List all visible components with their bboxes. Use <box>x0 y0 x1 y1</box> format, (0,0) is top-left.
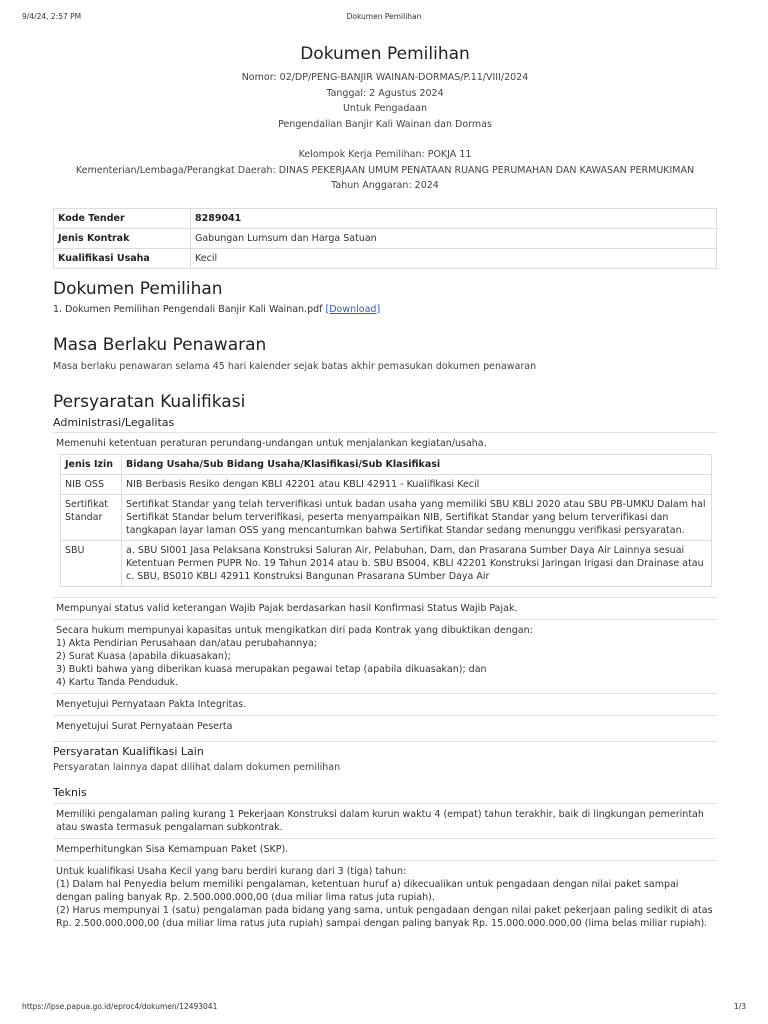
print-url: https://lpse.papua.go.id/eproc4/dokumen/12493041 <box>22 1002 218 1011</box>
document-list-item <box>53 304 717 315</box>
table-row <box>61 540 712 586</box>
requirement-item: Memperhitungkan Sisa Kemampuan Paket (SKP). <box>53 838 717 860</box>
download-link[interactable]: [Download] <box>325 303 381 315</box>
masa-text: Masa berlaku penawaran selama 45 hari kalender sejak batas akhir pemasukan dokumen penawaran <box>53 360 537 372</box>
requirement-line: 1) Akta Pendirian Perusahaan dan/atau perubahannya; <box>56 637 317 649</box>
info-value: Gabungan Lumsum dan Harga Satuan <box>191 228 717 248</box>
section-heading-persyaratan: Persyaratan Kualifikasi <box>53 391 246 412</box>
table-row <box>54 208 717 228</box>
izin-jenis: Sertifikat Standar <box>61 494 122 540</box>
page-number: 1/3 <box>733 1002 746 1011</box>
izin-bidang: Sertifikat Standar yang telah terverifikasi untuk badan usaha yang memiliki SBU KBLI 2020 atau SBU PB-UMKU Dalam hal Sertifikat Standar belum terverifikasi, peserta menyampaikan NIB, Sertifikat Standar yang belum terverifikasi dan tangkapan layar laman OSS yang mencantumkan bahwa Sertifikat Standar sedang menunggu verifikasi persyaratan. <box>122 494 712 540</box>
izin-jenis: SBU <box>61 540 122 586</box>
list-item-number: 1. <box>53 303 63 315</box>
requirement-line: (1) Dalam hal Penyedia belum memiliki pengalaman, ketentuan huruf a) dikecualikan untuk pengadaan dengan nilai paket sampai dengan paling banyak Rp. 2.500.000.000,00 (dua miliar lima ratus juta rupiah). <box>56 878 679 903</box>
subheading-kualifikasi-lain: Persyaratan Kualifikasi Lain <box>53 741 717 758</box>
requirement-text: Memenuhi ketentuan peraturan perundang-undangan untuk menjalankan kegiatan/usaha. <box>56 437 487 449</box>
kualifikasi-lain-text: Persyaratan lainnya dapat dilihat dalam dokumen pemilihan <box>53 761 341 773</box>
requirement-item: Menyetujui Surat Pernyataan Peserta <box>53 715 717 737</box>
document-pokja: Kelompok Kerja Pemilihan: POKJA 11 <box>298 149 472 160</box>
print-header <box>0 12 768 24</box>
requirement-line: 2) Surat Kuasa (apabila dikuasakan); <box>56 650 231 662</box>
table-row <box>61 474 712 494</box>
document-kementerian: Kementerian/Lembaga/Perangkat Daerah: DINAS PEKERJAAN UMUM PENATAAN RUANG PERUMAHAN DAN KAWASAN PERMUKIMAN <box>75 164 695 176</box>
table-row <box>54 248 717 268</box>
column-header: Jenis Izin <box>61 454 122 474</box>
requirement-item: Memiliki pengalaman paling kurang 1 Pekerjaan Konstruksi dalam kurun waktu 4 (empat) tahun terakhir, baik di lingkungan pemerintah atau swasta termasuk pengalaman subkontrak. <box>53 803 717 838</box>
document-content <box>53 44 717 934</box>
subheading-teknis: Teknis <box>53 785 87 799</box>
subheading-administrasi: Administrasi/Legalitas <box>53 415 175 429</box>
document-tahun: Tahun Anggaran: 2024 <box>331 180 439 191</box>
requirement-item <box>53 860 717 934</box>
print-datetime: 9/4/24, 2:57 PM <box>22 12 82 21</box>
tender-info-table <box>53 208 717 269</box>
izin-bidang: NIB Berbasis Resiko dengan KBLI 42201 atau KBLI 42911 - Kualifikasi Kecil <box>122 474 712 494</box>
document-pengadaan: Pengendalian Banjir Kali Wainan dan Dormas <box>278 118 492 130</box>
print-title: Dokumen Pemilihan <box>346 12 422 21</box>
requirement-line: 4) Kartu Tanda Penduduk. <box>56 676 179 688</box>
requirement-item <box>53 432 717 597</box>
info-key: Kode Tender <box>54 208 191 228</box>
document-untuk: Untuk Pengadaan <box>342 103 428 114</box>
requirement-item: Mempunyai status valid keterangan Wajib Pajak berdasarkan hasil Konfirmasi Status Wajib Pajak. <box>53 597 717 619</box>
document-nomor: Nomor: 02/DP/PENG-BANJIR WAINAN-DORMAS/P.11/VIII/2024 <box>241 72 529 83</box>
izin-bidang: a. SBU SI001 Jasa Pelaksana Konstruksi Saluran Air, Pelabuhan, Dam, dan Prasarana Sumber Daya Air Lainnya sesuai Ketentuan Permen PUPR No. 19 Tahun 2014 atau b. SBU BS004, KBLI 42201 Konstruksi Jaringan Irigasi dan Drainase atau c. SBU, BS010 KBLI 42911 Konstruksi Bangunan Prasarana SUmber Daya Air <box>122 540 712 586</box>
document-file-name: Dokumen Pemilihan Pengendali Banjir Kali Wainan.pdf <box>65 303 323 315</box>
info-key: Jenis Kontrak <box>54 228 191 248</box>
requirement-line: (2) Harus mempunyai 1 (satu) pengalaman pada bidang yang sama, untuk pengadaan dengan nilai paket pekerjaan paling sedikit di atas Rp. 2.500.000.000,00 (dua miliar lima ratus juta rupiah) sampai dengan paling banyak Rp. 15.000.000.000,00 (lima belas miliar rupiah). <box>56 904 713 929</box>
table-row <box>61 494 712 540</box>
izin-table <box>60 454 712 587</box>
info-value: 8289041 <box>191 208 717 228</box>
info-value: Kecil <box>191 248 717 268</box>
section-heading-dokumen: Dokumen Pemilihan <box>53 278 223 299</box>
requirement-line: Untuk kualifikasi Usaha Kecil yang baru berdiri kurang dari 3 (tiga) tahun: <box>56 865 407 877</box>
document-tanggal: Tanggal: 2 Agustus 2024 <box>326 87 444 99</box>
info-key: Kualifikasi Usaha <box>54 248 191 268</box>
column-header: Bidang Usaha/Sub Bidang Usaha/Klasifikasi/Sub Klasifikasi <box>122 454 712 474</box>
requirement-line: 3) Bukti bahwa yang diberikan kuasa merupakan pegawai tetap (apabila dikuasakan); dan <box>56 663 487 675</box>
table-row <box>54 228 717 248</box>
izin-jenis: NIB OSS <box>61 474 122 494</box>
table-header-row <box>61 454 712 474</box>
requirement-line: Secara hukum mempunyai kapasitas untuk mengikatkan diri pada Kontrak yang dibuktikan dengan: <box>56 624 533 636</box>
requirement-item: Menyetujui Pernyataan Pakta Integritas. <box>53 693 717 715</box>
document-title: Dokumen Pemilihan <box>300 44 470 64</box>
section-heading-masa: Masa Berlaku Penawaran <box>53 334 267 355</box>
requirement-item <box>53 619 717 693</box>
